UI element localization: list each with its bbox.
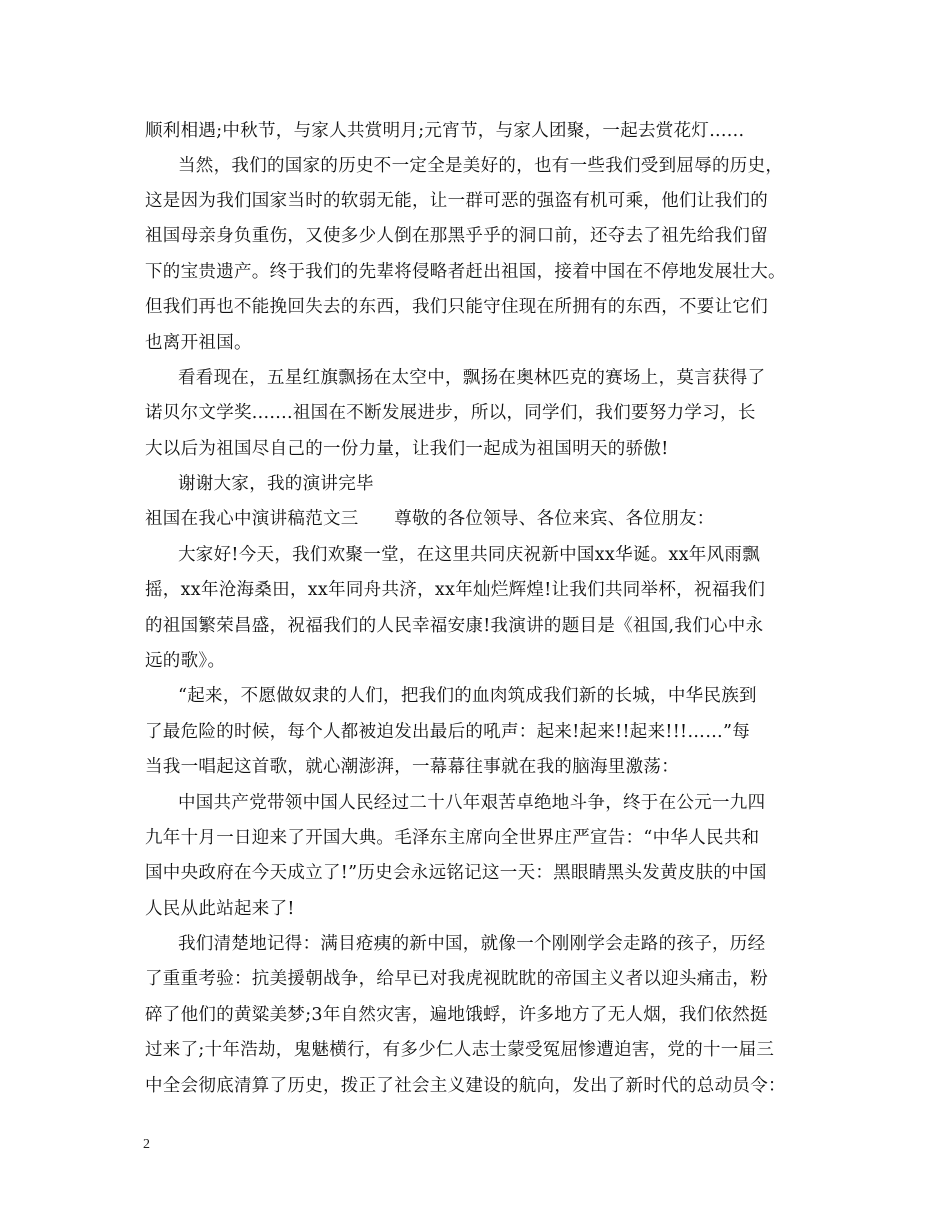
text-line: 中全会彻底清算了历史，拨正了社会主义建设的航向，发出了新时代的总动员令：	[145, 1076, 786, 1096]
text-line: 谢谢大家，我的演讲完毕	[178, 474, 374, 494]
text-line: 诺贝尔文学奖.......祖国在不断发展进步，所以，同学们，我们要努力学习，长	[145, 403, 756, 423]
text-line: 看看现在，五星红旗飘扬在太空中，飘扬在奥林匹克的赛场上，莫言获得了	[178, 368, 766, 388]
text-line: 了最危险的时候，每个人都被迫发出最后的吼声：起来!起来!!起来!!!……”每	[145, 722, 751, 742]
section-heading: 祖国在我心中演讲稿范文三 尊敬的各位领导、各位来宾、各位朋友：	[145, 509, 715, 529]
text-line: 摇，xx年沧海桑田，xx年同舟共济，xx年灿烂辉煌!让我们共同举杯，祝福我们	[145, 580, 766, 600]
text-line: “起来，不愿做奴隶的人们，把我们的血肉筑成我们新的长城，中华民族到	[178, 686, 757, 706]
page-number: 2	[143, 1137, 150, 1152]
text-line: 也离开祖国。	[145, 333, 252, 353]
text-line: 下的宝贵遗产。终于我们的先辈将侵略者赶出祖国，接着中国在不停地发展壮大。	[145, 262, 786, 282]
text-line: 过来了;十年浩劫，鬼魅横行，有多少仁人志士蒙受冤屈惨遭迫害，党的十一届三	[145, 1040, 775, 1060]
text-line: 了重重考验：抗美援朝战争，给早已对我虎视眈眈的帝国主义者以迎头痛击，粉	[145, 969, 768, 989]
text-line: 碎了他们的黄粱美梦;3年自然灾害，遍地饿蜉，许多地方了无人烟，我们依然挺	[145, 1005, 768, 1025]
text-line: 大以后为祖国尽自己的一份力量，让我们一起成为祖国明天的骄傲!	[145, 439, 669, 459]
text-line: 当然，我们的国家的历史不一定全是美好的，也有一些我们受到屈辱的历史，	[178, 156, 784, 176]
text-line: 当我一唱起这首歌，就心潮澎湃，一幕幕往事就在我的脑海里激荡：	[145, 757, 679, 777]
text-line: 大家好!今天，我们欢聚一堂，在这里共同庆祝新中国xx华诞。xx年风雨飘	[178, 545, 761, 565]
text-line: 祖国母亲身负重伤，又使多少人倒在那黑乎乎的洞口前，还夺去了祖先给我们留	[145, 226, 768, 246]
text-line: 的祖国繁荣昌盛，祝福我们的人民幸福安康!我演讲的题目是《祖国,我们心中永	[145, 616, 764, 636]
text-line: 远的歌》。	[145, 651, 226, 671]
text-line: 国中央政府在今天成立了!”历史会永远铭记这一天：黑眼睛黑头发黄皮肤的中国	[145, 863, 767, 883]
text-line: 九年十月一日迎来了开国大典。毛泽东主席向全世界庄严宣告：“中华人民共和	[145, 828, 760, 848]
text-line: 顺利相遇;中秋节，与家人共赏明月;元宵节，与家人团聚，一起去赏花灯......	[145, 121, 745, 141]
text-line: 这是因为我们国家当时的软弱无能，让一群可恶的强盗有机可乘，他们让我们的	[145, 191, 768, 211]
text-line: 中国共产党带领中国人民经过二十八年艰苦卓绝地斗争，终于在公元一九四	[178, 793, 766, 813]
text-line: 人民从此站起来了!	[145, 899, 295, 919]
text-line: 但我们再也不能挽回失去的东西，我们只能守住现在所拥有的东西，不要让它们	[145, 297, 768, 317]
text-line: 我们清楚地记得：满目疮痍的新中国，就像一个刚刚学会走路的孩子，历经	[178, 934, 766, 954]
